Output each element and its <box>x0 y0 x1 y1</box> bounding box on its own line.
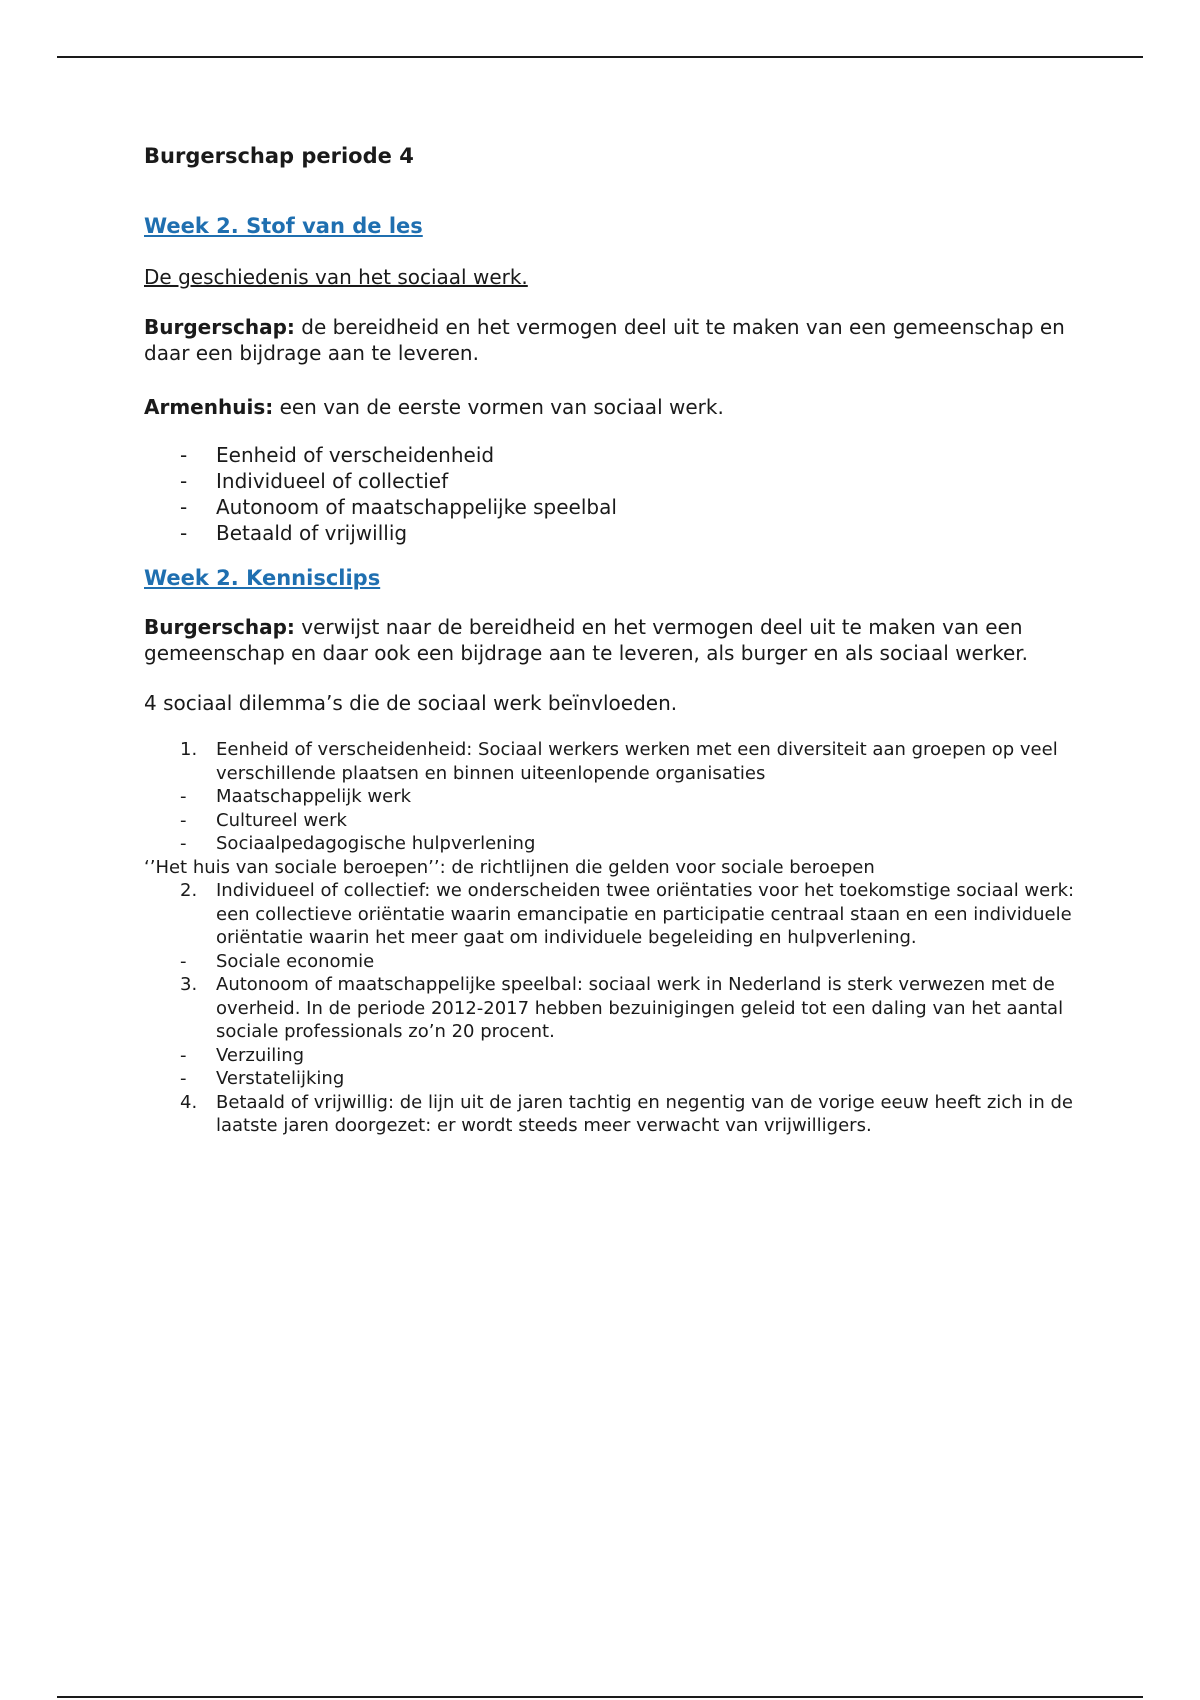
definition-burgerschap <box>144 314 1084 366</box>
dilemma-text: Autonoom of maatschappelijke speelbal: sociaal werk in Nederland is sterk verwezen met de overheid. In de periode 2012-2017 hebben bezuinigingen geleid tot een daling van het aantal sociale professionals zo’n 20 procent. <box>216 974 1064 1042</box>
bullet-marker: - <box>180 809 187 831</box>
bullet-marker: - <box>180 495 188 519</box>
list-number: 4. <box>180 1091 198 1113</box>
section-heading-kennisclips: Week 2. Kennisclips <box>144 566 381 590</box>
list-item: - Betaald of vrijwillig <box>180 521 408 545</box>
dilemma-item-4 <box>144 1091 1084 1138</box>
dilemma-text: Eenheid of verscheidenheid: Sociaal werkers werken met een diversiteit aan groepen op veel verschillende plaatsen en binnen uiteenlopende organisaties <box>216 739 1058 784</box>
bullet-marker: - <box>180 469 188 493</box>
header-rule <box>57 56 1143 58</box>
bullet-marker: - <box>180 1044 187 1066</box>
bullet-marker: - <box>180 443 188 467</box>
bullet-marker: - <box>180 786 187 807</box>
list-item: - Sociaalpedagogische hulpverlening <box>180 833 536 854</box>
definition-burgerschap-kennisclips <box>144 614 1084 666</box>
list-item: - Verstatelijking <box>180 1068 345 1089</box>
dilemma-item-2 <box>144 879 1084 950</box>
bullet-marker: - <box>180 1068 187 1089</box>
subheading-geschiedenis: De geschiedenis van het sociaal werk. <box>144 265 528 289</box>
bullet-marker: - <box>180 521 188 545</box>
list-item: - Autonoom of maatschappelijke speelbal <box>180 495 617 519</box>
section-heading-stof-van-de-les: Week 2. Stof van de les <box>144 214 423 238</box>
list-item: - Maatschappelijk werk <box>180 786 412 807</box>
list-item: - Cultureel werk <box>180 809 347 831</box>
definition-term: Burgerschap: <box>144 315 295 339</box>
definition-text: de bereidheid en het vermogen deel uit te maken van een gemeenschap en daar een bijdrage aan te leveren. <box>144 315 1065 365</box>
document-title: Burgerschap periode 4 <box>144 144 414 168</box>
bullet-marker: - <box>180 950 187 972</box>
dilemma-list <box>144 738 1084 1138</box>
list-number: 2. <box>180 880 198 901</box>
dilemma-text: Individueel of collectief: we onderscheiden twee oriëntaties voor het toekomstige sociaal werk: een collectieve oriëntatie waarin emancipatie en participatie centraal staan en een individuele oriëntatie waarin het meer gaat om individuele begeleiding en hulpverlening. <box>216 880 1075 948</box>
footer-rule <box>57 1696 1143 1698</box>
list-item: - Sociale economie <box>180 950 375 972</box>
list-item: - Eenheid of verscheidenheid <box>180 443 495 467</box>
definition-term: Burgerschap: <box>144 615 295 639</box>
dilemmas-intro: 4 sociaal dilemma’s die de sociaal werk beïnvloeden. <box>144 691 678 715</box>
dilemma-item-3 <box>144 973 1084 1044</box>
dilemma-text: Betaald of vrijwillig: de lijn uit de jaren tachtig en negentig van de vorige eeuw heeft zich in de laatste jaren doorgezet: er wordt steeds meer verwacht van vrijwilligers. <box>216 1091 1073 1136</box>
definition-text: verwijst naar de bereidheid en het vermogen deel uit te maken van een gemeenschap en daar ook een bijdrage aan te leveren, als burger en als sociaal werker. <box>144 615 1028 665</box>
bullet-marker: - <box>180 833 187 854</box>
list-item: - Verzuiling <box>180 1044 305 1066</box>
list-number: 3. <box>180 974 198 995</box>
dilemma-item-1 <box>144 738 1084 785</box>
document-body <box>144 142 1084 1138</box>
list-item: - Individueel of collectief <box>180 469 449 493</box>
list-number: 1. <box>180 739 198 760</box>
dilemma-bullet-list <box>144 442 1084 546</box>
definition-text: een van de eerste vormen van sociaal werk. <box>273 395 724 419</box>
definition-armenhuis <box>144 394 1084 420</box>
definition-term: Armenhuis: <box>144 395 274 419</box>
note-huis-van-sociale-beroepen: ‘’Het huis van sociale beroepen’’: de richtlijnen die gelden voor sociale beroepen <box>144 856 875 878</box>
